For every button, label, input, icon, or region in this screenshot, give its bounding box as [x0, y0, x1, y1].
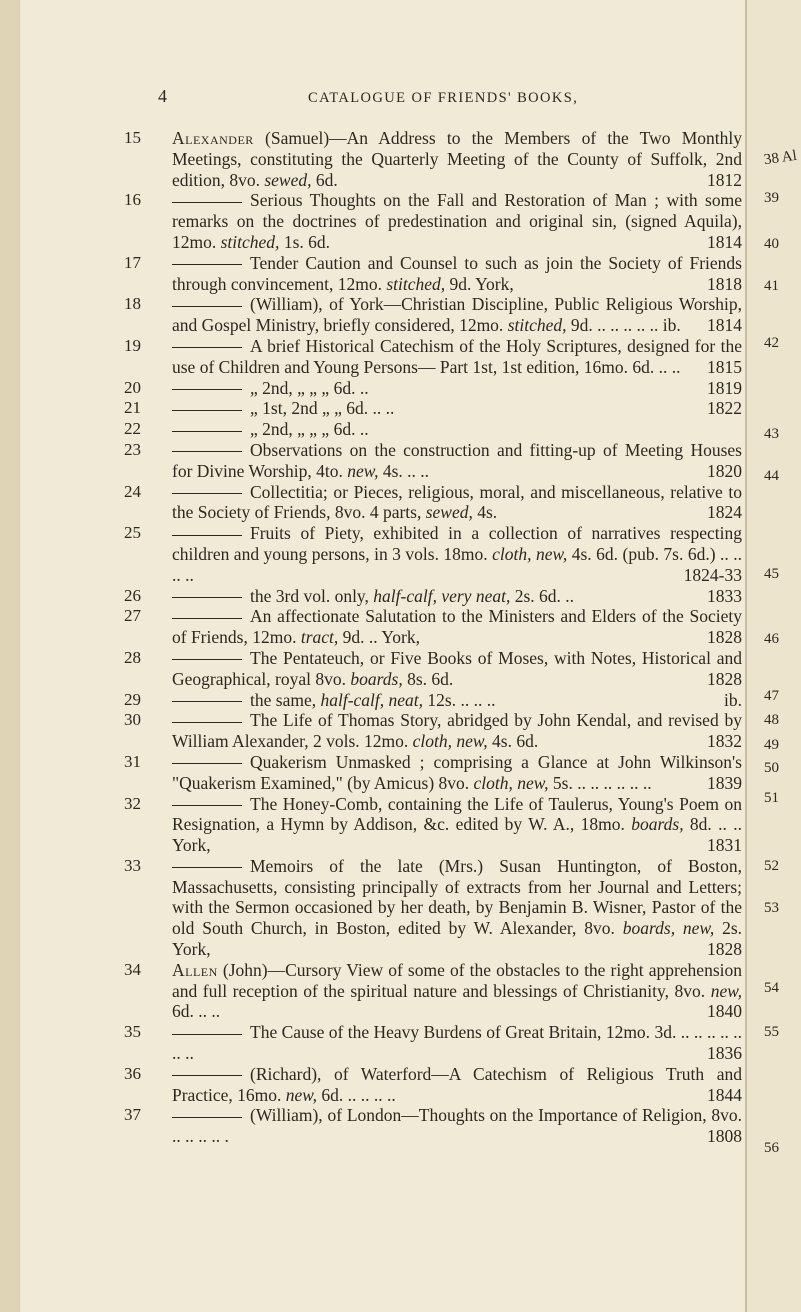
entry-price: 6d. .. ..	[172, 1001, 221, 1022]
catalogue-entry	[124, 751, 742, 794]
entry-description: Tender Caution and Counsel to such as join the Society of Friends through convincement, 12mo.	[172, 252, 742, 294]
entry-description: (William), of York—Christian Discipline, Public Religious Worship, and Gospel Ministry, briefly considered, 12mo.	[172, 294, 742, 336]
entry-year: 1828	[707, 627, 742, 648]
entry-year: 1818	[707, 273, 742, 294]
entry-number: 16	[124, 190, 141, 210]
binding-note: cloth, new,	[492, 543, 568, 564]
ditto-dash	[172, 535, 242, 536]
entry-year: ib.	[724, 689, 742, 710]
ditto-dash	[172, 618, 242, 619]
entry-number: 20	[124, 377, 141, 397]
binding-note: stitched,	[386, 273, 446, 294]
ditto-dash	[172, 597, 242, 598]
adjacent-page-number: 50	[764, 760, 779, 776]
entry-description: Collectitia; or Pieces, religious, moral, and miscellaneous, relative to the Society of Friends, 8vo. 4 parts,	[172, 481, 742, 523]
entry-price: 6d. .. .. .. ..	[317, 1084, 396, 1105]
author-name: Alexander	[172, 128, 254, 148]
entry-year: 1824-33	[683, 564, 742, 585]
entry-price: 2s. York,	[172, 918, 742, 960]
binding-note: cloth, new,	[473, 772, 549, 793]
catalogue-entry	[124, 439, 742, 482]
catalogue-entry	[124, 606, 742, 648]
entry-number: 18	[124, 294, 141, 314]
entry-description: the same,	[250, 689, 321, 710]
entry-number: 22	[124, 419, 141, 439]
entry-description: The Honey-Comb, containing the Life of Taulerus, Young's Poem on Resignation, a Hymn by Addison, &c. edited by W. A., 18mo.	[172, 793, 742, 835]
catalogue-entry	[124, 793, 743, 856]
binding-note: new,	[285, 1084, 317, 1105]
entry-year: 1822	[707, 398, 742, 419]
catalogue-entry	[124, 1063, 742, 1106]
ditto-dash	[172, 805, 242, 806]
entry-price: 9d. .. .. .. .. .. ib.	[566, 315, 681, 336]
entry-year: 1814	[707, 231, 742, 252]
entry-number: 15	[124, 128, 141, 147]
adjacent-page-number: 56	[764, 1140, 779, 1156]
entry-description: The Life of Thomas Story, abridged by John Kendal, and revised by William Alexander, 2 vols. 12mo.	[172, 710, 742, 752]
entry-year: 1833	[707, 585, 742, 606]
entry-price: 8d. .. .. York,	[172, 814, 743, 856]
entry-price: 2s. 6d. ..	[510, 585, 575, 606]
entry-number: 25	[124, 523, 141, 543]
binding-note: half-calf, very neat,	[373, 585, 511, 606]
entry-number: 26	[124, 585, 141, 605]
entry-number: 33	[124, 855, 141, 875]
entry-description: (William), of London—Thoughts on the Importance of Religion, 8vo. .. .. .. .. .	[172, 1105, 742, 1147]
entry-number: 30	[124, 710, 141, 730]
entry-description: the 3rd vol. only,	[250, 585, 374, 606]
entry-year: 1828	[707, 668, 742, 689]
catalogue-entry	[124, 190, 742, 252]
adjacent-page-number: 47	[764, 688, 779, 704]
entry-year: 1839	[707, 772, 742, 793]
adjacent-page-number: 44	[764, 468, 779, 484]
adjacent-page-number: 43	[764, 426, 779, 442]
entry-year: 1814	[707, 315, 742, 336]
entry-number: 37	[124, 1105, 141, 1125]
catalogue-entry	[124, 335, 742, 378]
adjacent-page-number: 41	[764, 278, 779, 294]
binding-note: boards,	[350, 668, 403, 689]
binding-note: half-calf, neat,	[320, 689, 424, 710]
page-number: 4	[158, 86, 167, 106]
entry-price: 6d.	[311, 169, 338, 190]
entry-year: 1831	[707, 835, 742, 856]
entry-description: (John)—Cursory View of some of the obstacles to the right apprehension and full reception of the spiritual nature and blessings of Christianity, 8vo.	[172, 959, 742, 1001]
ditto-dash	[172, 451, 242, 452]
catalogue-entry	[124, 419, 742, 440]
ditto-dash	[172, 867, 242, 868]
entry-price: 1s. 6d.	[279, 231, 330, 252]
adjacent-page-number: 39	[764, 190, 779, 206]
catalogue-entry	[124, 1022, 742, 1064]
running-head: CATALOGUE OF FRIENDS' BOOKS,	[308, 90, 579, 106]
catalogue-entry	[124, 377, 742, 399]
entry-price: 5s. .. .. .. .. .. ..	[548, 772, 652, 793]
binding-note: stitched,	[507, 315, 567, 336]
entry-price: 12s. .. .. ..	[423, 689, 496, 710]
adjacent-page-number: 53	[764, 900, 779, 916]
entry-number: 21	[124, 398, 141, 418]
entry-number: 28	[124, 647, 141, 667]
adjacent-page-number: 52	[764, 858, 779, 874]
adjacent-page-numbers	[758, 0, 801, 1312]
catalogue-entry	[124, 710, 742, 752]
ditto-dash	[172, 701, 242, 702]
catalogue-entry	[124, 959, 742, 1022]
author-name: Allen	[172, 959, 218, 980]
entry-description: „ 1st, 2nd „ „ 6d. .. ..	[250, 398, 395, 419]
catalogue-entry	[124, 128, 742, 190]
entry-description: „ 2nd, „ „ „ 6d. ..	[250, 419, 369, 440]
binding-note: sewed,	[425, 502, 473, 523]
entry-price: 4s. .. ..	[378, 460, 430, 481]
entry-number: 29	[124, 689, 141, 709]
entry-price: 4s. 6d. (pub. 7s. 6d.) .. .. .. ..	[172, 543, 742, 585]
entry-year: 1812	[707, 169, 742, 190]
entry-number: 31	[124, 751, 141, 771]
entry-number: 34	[124, 959, 141, 979]
entry-year: 1844	[707, 1084, 742, 1105]
ditto-dash	[172, 389, 242, 390]
entry-description: (Samuel)—An Address to the Members of the Two Monthly Meetings, constituting the Quarterly Meeting of the County of Suffolk, 2nd edition, 8vo.	[172, 128, 742, 190]
entry-year: 1836	[707, 1043, 742, 1064]
entry-price: 9d. York,	[445, 273, 514, 294]
entry-price: 8s. 6d.	[402, 668, 454, 689]
entry-year: 1824	[707, 502, 742, 523]
adjacent-page-number: 49	[764, 737, 779, 753]
ditto-dash	[172, 493, 242, 494]
entry-number: 17	[124, 252, 141, 272]
entry-description: „ 2nd, „ „ „ 6d. ..	[250, 377, 369, 398]
catalogue-entry	[124, 294, 742, 336]
entry-year: 1815	[707, 356, 742, 377]
ditto-dash	[172, 431, 242, 432]
binding-note: cloth, new,	[412, 731, 488, 752]
entry-year: 1820	[707, 460, 742, 481]
entry-number: 19	[124, 335, 141, 355]
entry-year: 1808	[707, 1126, 742, 1147]
ditto-dash	[172, 659, 242, 660]
adjacent-page-number: 51	[764, 790, 779, 806]
ditto-dash	[172, 410, 242, 411]
ditto-dash	[172, 264, 242, 265]
entry-description: Observations on the construction and fitting-up of Meeting Houses for Divine Worship, 4to.	[172, 439, 742, 481]
catalogue-entry	[124, 398, 742, 419]
entry-price: 4s.	[472, 502, 498, 523]
adjacent-page-number: 48	[764, 712, 779, 728]
catalogue-entries	[124, 128, 743, 1147]
catalogue-entry	[124, 689, 742, 711]
entry-description: Memoirs of the late (Mrs.) Susan Huntington, of Boston, Massachusetts, consisting principally of extracts from her Journal and Letters; with the Sermon occasioned by her death, by Benjamin B. Wisner, Pastor of the old South Church, in Boston, edited by W. Alexander, 8vo.	[172, 855, 742, 939]
ditto-dash	[172, 202, 242, 203]
catalogue-entry	[124, 647, 742, 690]
catalogue-entry	[124, 585, 742, 607]
entry-year: 1832	[707, 731, 742, 752]
entry-number: 23	[124, 439, 141, 459]
entry-price: 4s. 6d.	[487, 731, 539, 752]
adjacent-page-number: 46	[764, 631, 779, 647]
entry-year: 1819	[707, 377, 742, 398]
ditto-dash	[172, 763, 242, 764]
entry-description: (Richard), of Waterford—A Catechism of Religious Truth and Practice, 16mo.	[172, 1063, 742, 1105]
binding-note: tract,	[300, 627, 339, 648]
binding-note: new,	[347, 460, 379, 481]
binding-note: new,	[710, 980, 742, 1001]
ditto-dash	[172, 1034, 242, 1035]
ditto-dash	[172, 306, 242, 307]
entry-year: 1840	[707, 1001, 742, 1022]
catalogue-entry	[124, 855, 742, 960]
ditto-dash	[172, 1075, 242, 1076]
adjacent-page-number: 55	[764, 1024, 779, 1040]
ditto-dash	[172, 347, 242, 348]
entry-number: 35	[124, 1022, 141, 1042]
binding-note: sewed,	[264, 169, 312, 190]
entry-description: The Pentateuch, or Five Books of Moses, with Notes, Historical and Geographical, royal 8vo.	[172, 647, 742, 689]
adjacent-page-number: 40	[764, 236, 779, 252]
ditto-dash	[172, 722, 242, 723]
catalogue-entry	[124, 523, 742, 585]
entry-number: 36	[124, 1063, 141, 1083]
catalogue-entry	[124, 1105, 742, 1147]
entry-description: Quakerism Unmasked ; comprising a Glance at John Wilkinson's "Quakerism Examined," (by Amicus) 8vo.	[172, 751, 742, 793]
entry-description: The Cause of the Heavy Burdens of Great Britain, 12mo. 3d. .. .. .. .. .. .. ..	[172, 1022, 742, 1064]
adjacent-page-number: 45	[764, 566, 779, 582]
entry-description: Serious Thoughts on the Fall and Restoration of Man ; with some remarks on the doctrines of predestination and original sin, (signed Aquila), 12mo.	[172, 190, 742, 252]
ditto-dash	[172, 1117, 242, 1118]
entry-number: 24	[124, 481, 141, 501]
binding-note: boards,	[631, 814, 684, 835]
entry-description: Fruits of Piety, exhibited in a collection of narratives respecting children and young persons, in 3 vols. 18mo.	[172, 523, 742, 564]
adjacent-page-number: 54	[764, 980, 779, 996]
entry-price: 9d. .. York,	[338, 627, 420, 648]
binding-note: boards, new,	[622, 918, 715, 939]
adjacent-header-fragment: 38 Al	[762, 147, 798, 169]
catalogue-entry	[124, 252, 742, 295]
catalogue-entry	[124, 481, 742, 524]
entry-year: 1828	[707, 939, 742, 960]
entry-number: 27	[124, 606, 141, 626]
entry-number: 32	[124, 793, 141, 813]
adjacent-page-number: 42	[764, 335, 779, 351]
entry-description: An affectionate Salutation to the Ministers and Elders of the Society of Friends, 12mo.	[172, 606, 742, 648]
entry-description: A brief Historical Catechism of the Holy Scriptures, designed for the use of Children and Young Persons— Part 1st, 1st edition, 16mo. 6d. .. ..	[172, 335, 742, 377]
binding-note: stitched,	[220, 231, 280, 252]
